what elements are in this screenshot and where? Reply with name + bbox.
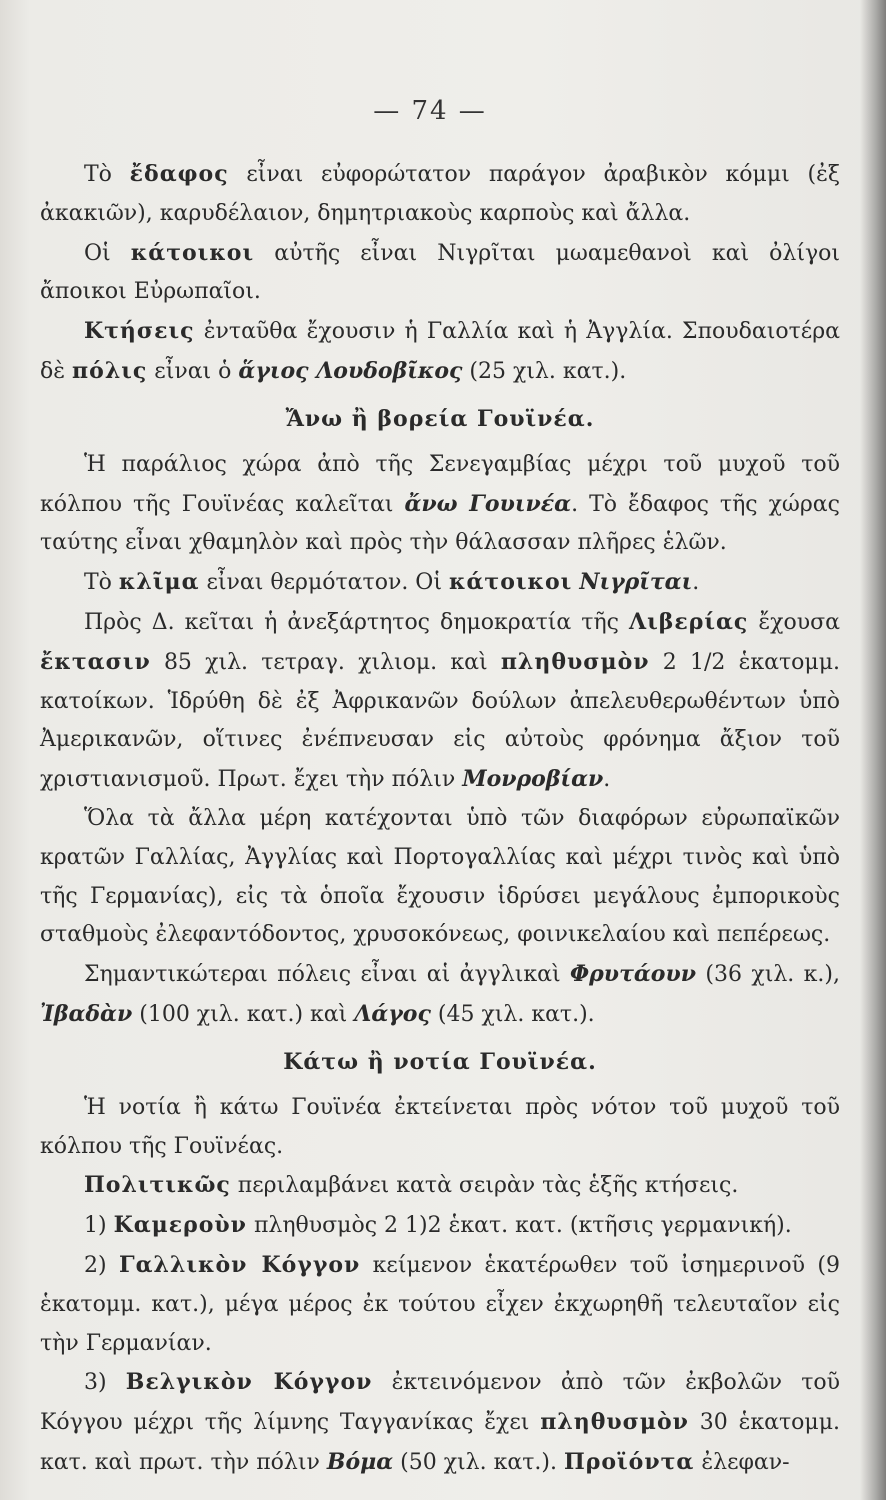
text-run: (100 χιλ. κατ.) καὶ	[132, 1001, 355, 1027]
text-run: .	[603, 767, 611, 793]
bold-term: κάτοικοι	[448, 569, 573, 596]
paragraph-cameroon	[40, 1206, 840, 1246]
text-run: Ὅλα τὰ ἄλλα μέρη κατέχονται ὑπὸ τῶν διαφόρων εὐρωπαϊκῶν κρατῶν Γαλλίας, Ἀγγλίας καὶ Πορτογαλλίας καὶ μέχρι τινὸς καὶ ὑπὸ τῆς Γερμανίας), εἰς τὰ ὁποῖα ἔχουσιν ἱδρύσει μεγάλους ἐμπορικοὺς σταθμοὺς ἐλεφαντόδοντος, χρυσοκόνεως, φοινικελαίου καὶ πεπέρεως.	[40, 805, 840, 948]
italic-term: Λάγος	[354, 1000, 431, 1027]
paragraph-lower-guinea	[40, 1089, 840, 1167]
text-run: πληθυσμὸς 2 1)2 ἑκατ. κατ. (κτῆσις γερμανική).	[246, 1213, 792, 1239]
text-run: Ἡ παράλιος χώρα ἀπὸ τῆς Σενεγαμβίας μέχρι τοῦ μυχοῦ τοῦ κόλπου τῆς Γουϊνέας καλεῖται	[40, 451, 840, 517]
bold-term: πληθυσμὸν	[500, 648, 650, 675]
italic-term: ἅγιος Λουδοβῖκος	[238, 357, 463, 384]
text-run: (25 χιλ. κατ.).	[462, 358, 627, 384]
section-heading-lower-guinea: Κάτω ἢ νοτία Γουϊνέα.	[283, 1048, 597, 1075]
paragraph-inhabitants	[40, 234, 840, 313]
text-run: αὐτῆς εἶναι Νιγρῖται μωαμεθανοὶ καὶ ὀλίγοι ἄποικοι Εὐρωπαῖοι.	[40, 240, 841, 305]
italic-term: ἄνω Γουινέα	[404, 490, 572, 517]
bold-term: κλῖμα	[118, 569, 200, 596]
text-run: Ἡ νοτία ἢ κάτω Γουϊνέα ἐκτείνεται πρὸς νότον τοῦ μυχοῦ τοῦ κόλπου τῆς Γουϊνέας.	[40, 1094, 840, 1159]
text-run: Τὸ	[84, 162, 130, 187]
paragraph-liberia	[40, 603, 840, 800]
bold-term: Πολιτικῶς	[84, 1172, 231, 1199]
bold-term: Βελγικὸν Κόγγον	[125, 1369, 373, 1396]
bold-term: Καμεροὺν	[113, 1212, 247, 1239]
text-run: Τὸ	[84, 570, 119, 596]
bold-term: πόλις	[72, 357, 148, 384]
paragraph-cities	[40, 955, 840, 1035]
section-heading-upper-guinea: Ἄνω ἢ βορεία Γουϊνέα.	[285, 405, 595, 432]
text-run: 3)	[84, 1370, 126, 1396]
text-run: 1)	[84, 1213, 114, 1239]
text-run: 2)	[84, 1252, 119, 1278]
paragraph-french-congo	[40, 1246, 840, 1363]
text-run: (50 χιλ. κατ.).	[393, 1449, 564, 1475]
text-run: Οἱ	[84, 240, 131, 266]
text-run: εἶναι εὐφορώτατον παράγον ἀραβικὸν κόμμι (ἐξ ἀκακιῶν), καρυδέλαιον, δημητριακοὺς καρποὺς καὶ ἄλλα.	[40, 162, 841, 226]
paragraph-soil	[40, 155, 840, 234]
page-number: — 74 —	[373, 96, 487, 126]
text-run: .	[692, 570, 700, 596]
paragraph-politically	[40, 1166, 840, 1206]
text-run: κείμενον ἑκατέρωθεν τοῦ ἰσημερινοῦ (9 ἑκατομμ. κατ.), μέγα μέρος ἐκ τούτου εἶχεν ἐκχωρηθῆ τελευταῖον εἰς τὴν Γερμανίαν.	[40, 1252, 840, 1356]
paragraph-european-states	[40, 800, 840, 955]
text-run: εἶναι θερμότατον. Οἱ	[199, 570, 449, 596]
text-run: Πρὸς Δ. κεῖται ἡ ἀνεξάρτητος δημοκρατία τῆς	[84, 609, 629, 635]
text-run: 2 1/2 ἑκατομμ. κατοίκων. Ἱδρύθη δὲ ἐξ Ἀφρικανῶν δούλων ἀπελευθερωθέντων ὑπὸ Ἀμερικανῶν, οἵτινες ἐνέπνευσαν εἰς αὐτοὺς φρόνημα ἄξιον τοῦ χριστιανισμοῦ. Πρωτ. ἔχει τὴν πόλιν	[40, 649, 840, 793]
text-run: Σημαντικώτεραι πόλεις εἶναι αἱ ἀγγλικαὶ	[84, 962, 571, 988]
italic-term: Φρυτάουν	[570, 961, 697, 988]
bold-term: Προϊόντα	[563, 1448, 695, 1475]
text-run: ἔχουσα	[748, 609, 840, 635]
text-run: ἐνταῦθα ἔχουσιν ἡ Γαλλία καὶ ἡ Ἀγγλία. Σπουδαιοτέρα δὲ	[40, 319, 840, 384]
bold-term: Κτήσεις	[84, 318, 195, 345]
text-run: ἐλεφαν-	[694, 1449, 790, 1475]
paragraph-possessions	[40, 312, 840, 392]
bold-term: κάτοικοι	[130, 239, 255, 266]
body-text	[40, 155, 840, 1483]
paragraph-belgian-congo	[40, 1363, 840, 1482]
text-run: (36 χιλ. κ.),	[696, 962, 840, 988]
italic-term: Νιγρῖται	[579, 569, 693, 596]
bold-term: πληθυσμὸν	[540, 1409, 689, 1436]
paragraph-climate	[40, 563, 840, 603]
italic-term: Βόμα	[326, 1448, 394, 1475]
italic-term: Μονροβίαν	[462, 766, 604, 793]
text-run: 30 ἑκατομμ. κατ. καὶ πρωτ. τὴν πόλιν	[40, 1410, 840, 1475]
text-run: εἶναι ὁ	[147, 358, 239, 384]
paragraph-coast	[40, 446, 840, 563]
bold-term: ἔδαφος	[129, 161, 229, 187]
bold-term: Λιβερίας	[629, 608, 749, 635]
text-run: (45 χιλ. κατ.).	[430, 1001, 595, 1027]
text-run: . Τὸ ἔδαφος τῆς χώρας ταύτης εἶναι χθαμηλὸν καὶ πρὸς τὴν θάλασσαν πλῆρες ἑλῶν.	[40, 491, 840, 556]
text-run: περιλαμβάνει κατὰ σειρὰν τὰς ἑξῆς κτήσεις.	[230, 1173, 739, 1199]
bold-term: Γαλλικὸν Κόγγον	[118, 1251, 361, 1278]
text-run: ἐκτεινόμενον ἀπὸ τῶν ἐκβολῶν τοῦ Κόγγου μέχρι τῆς λίμνης Ταγγανίκας ἔχει	[40, 1370, 840, 1436]
italic-term: Ἰβαδὰν	[40, 1000, 133, 1027]
text-run: 85 χιλ. τετραγ. χιλιομ. καὶ	[150, 649, 501, 675]
bold-term: ἔκτασιν	[40, 648, 151, 675]
